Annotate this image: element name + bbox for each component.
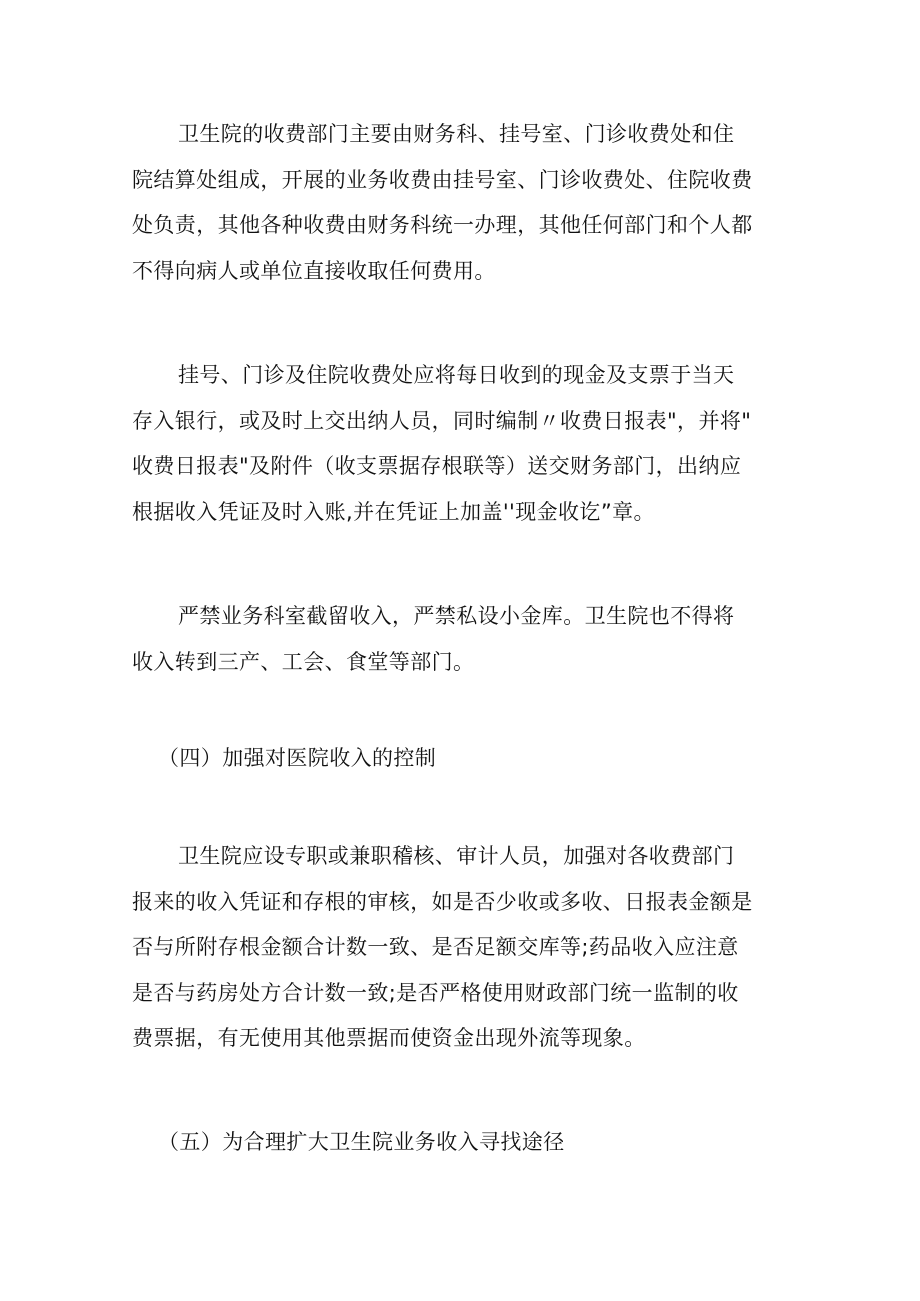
paragraph-line: 否与所附存根金额合计数一致、是否足额交库等;药品收入应注意 [132, 935, 739, 959]
section-heading-4: （四）加强对医院收入的控制 [158, 746, 437, 770]
paragraph-line: 根据收入凭证及时入账,并在凭证上加盖''现金收讫”章。 [132, 499, 655, 524]
paragraph-line: 严禁业务科室截留收入，严禁私设小金库。卫生院也不得将 [178, 604, 735, 628]
paragraph-line: 收入转到三产、工会、食堂等部门。 [132, 649, 475, 674]
paragraph-line: 存入银行，或及时上交出纳人员，同时编制〃收费日报表"，并将" [132, 408, 752, 433]
paragraph-line: 费票据，有无使用其他票据而使资金出现外流等现象。 [132, 1026, 646, 1050]
section-heading-5: （五）为合理扩大卫生院业务收入寻找途径 [158, 1130, 565, 1154]
paragraph-line: 卫生院的收费部门主要由财务科、挂号室、门诊收费处和住 [178, 122, 735, 146]
paragraph-line: 院结算处组成，开展的业务收费由挂号室、门诊收费处、住院收费 [132, 167, 753, 192]
paragraph-cash-deposit [132, 353, 796, 535]
paragraph-line: 处负责，其他各种收费由财务科统一办理，其他任何部门和个人都 [132, 213, 753, 237]
paragraph-line: 是否与药房处方合计数一致;是否严格使用财政部门统一监制的收 [132, 980, 739, 1005]
paragraph-line: 收费日报表"及附件（收支票据存根联等）送交财务部门，出纳应 [132, 454, 742, 478]
paragraph-line: 挂号、门诊及住院收费处应将每日收到的现金及支票于当天 [178, 363, 735, 387]
paragraph-line: 报来的收入凭证和存根的审核，如是否少收或多收、日报表金额是 [132, 889, 753, 914]
paragraph-line: 不得向病人或单位直接收取任何费用。 [132, 258, 496, 283]
paragraph-audit-control [132, 834, 796, 1062]
paragraph-line: 卫生院应设专职或兼职稽核、审计人员，加强对各收费部门 [178, 844, 735, 868]
paragraph-prohibitions [132, 594, 796, 685]
paragraph-fee-departments [132, 112, 796, 294]
